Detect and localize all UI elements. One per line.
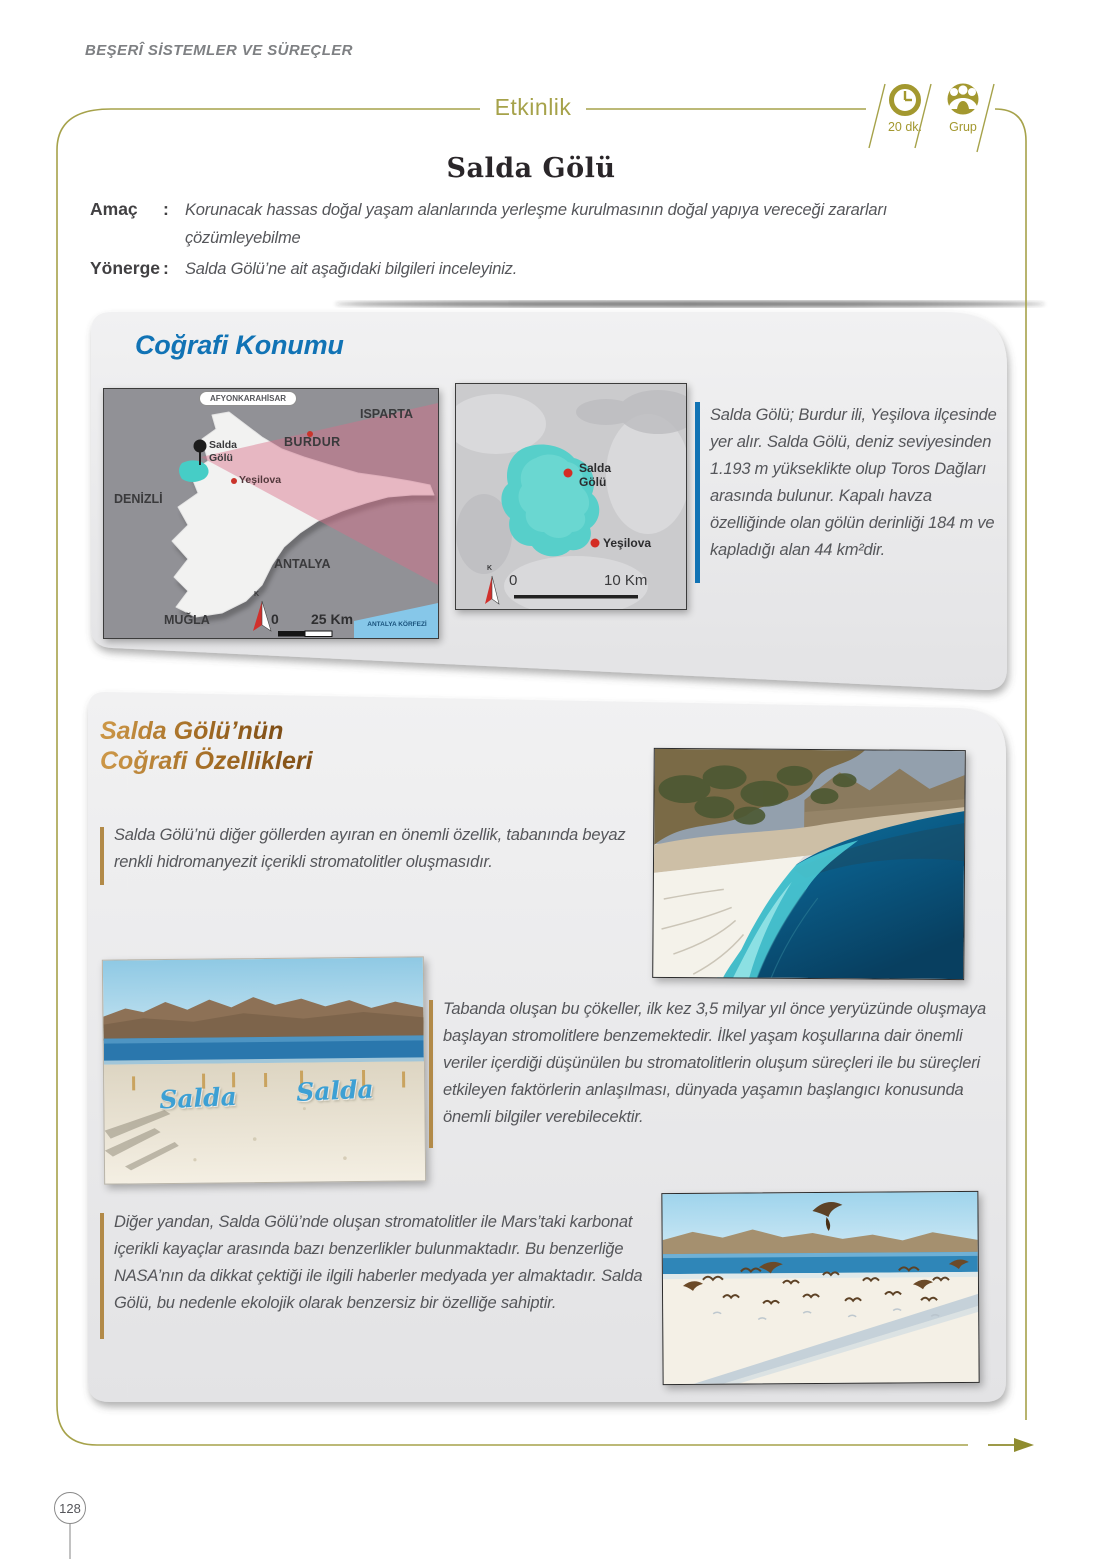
photo-lake-cove-art: [653, 749, 965, 979]
lake-map-scale-value: 10 Km: [604, 572, 648, 589]
stromatolite-quote-bar: [429, 1000, 433, 1148]
lake-map-salda-1: Salda: [579, 461, 612, 475]
map-label-isparta: ISPARTA: [360, 407, 414, 421]
duration-label: 20 dk.: [887, 120, 923, 134]
group-mode-label: Grup: [949, 120, 977, 134]
location-quote-bar: [695, 402, 700, 583]
map-label-antalya-gulf: ANTALYA KÖRFEZİ: [367, 621, 427, 628]
features-intro-text: Salda Gölü’nü diğer göllerden ayıran en önemli özellik, tabanında beyaz renkli hidromanyezit içerikli stromatolitler oluşmasıdır.: [114, 826, 626, 871]
activity-badge-label: Etkinlik: [494, 94, 572, 120]
map-label-salda-1: Salda: [209, 439, 238, 451]
location-heading: Coğrafi Konumu: [135, 330, 344, 360]
yonerge-colon: :: [163, 258, 169, 278]
region-map: [103, 388, 439, 639]
region-map-art: [104, 389, 438, 638]
map-label-mugla: MUĞLA: [164, 613, 210, 627]
salda-sign-right: Salda: [295, 1074, 375, 1107]
salda-sign-left: Salda: [158, 1081, 238, 1115]
amac-colon: :: [163, 199, 169, 219]
group-icon: [940, 80, 986, 120]
yonerge-label: Yönerge: [90, 258, 161, 278]
amac-label: Amaç: [90, 199, 138, 219]
mars-text: Diğer yandan, Salda Gölü’nde oluşan stromatolitler ile Mars’taki karbonat içerikli kayaçlar arasında bazı benzerlikler bulunmaktadır. Bu benzerliğe NASA’nın da dikkat çektiği ile ilgili haberler medyada yer almaktadır. Salda Gölü, bu nedenle ekolojik olarak benzersiz bir özelliğe sahiptir.: [114, 1213, 643, 1312]
map-scale-zero: 0: [271, 611, 279, 627]
mars-quote-bar: [100, 1213, 104, 1339]
lake-map-art: [456, 384, 686, 609]
photo-lake-cove: [652, 748, 966, 980]
lake-map: [455, 383, 687, 610]
stromatolite-text: Tabanda oluşan bu çökeller, ilk kez 3,5 milyar yıl önce yeryüzünde oluşmaya başlayan stromolitlere benzemektedir. İlkel yaşam koşullarına dair önemli veriler içerdiği düşünülen bu stromatolitlerin oluşum süreçleri ile bu süreçleri etkileyen faktörlerin anlaşılması, dünyada yaşamın başlangıcı konusunda önemli bilgiler verebilecektir.: [443, 1000, 986, 1126]
map-label-denizli: DENİZLİ: [114, 492, 163, 506]
features-heading-line2: Coğrafi Özellikleri: [100, 747, 313, 775]
map-label-afyonkarahisar: AFYONKARAHİSAR: [199, 391, 297, 406]
map-compass-label: K: [254, 591, 260, 598]
map-label-antalya: ANTALYA: [274, 557, 331, 571]
lake-map-scale-zero: 0: [509, 572, 518, 589]
intro-quote-bar: [100, 827, 104, 885]
yonerge-text: Salda Gölü’ne ait aşağıdaki bilgileri inceleyiniz.: [185, 260, 518, 278]
chapter-header: BEŞERÎ SİSTEMLER VE SÜREÇLER: [85, 42, 353, 59]
clock-icon: [885, 81, 925, 121]
lake-map-compass-label: K: [487, 565, 493, 572]
map-label-burdur: BURDUR: [284, 435, 341, 449]
map-label-salda-2: Gölü: [209, 452, 233, 464]
photo-beach-birds: [661, 1191, 979, 1385]
page-number: 128: [54, 1492, 86, 1524]
amac-text: Korunacak hassas doğal yaşam alanlarında yerleşme kurulmasının doğal yapıya vereceği zararları çözümleyebilme: [185, 201, 888, 247]
photo-salda-signs: [102, 956, 426, 1184]
lake-map-salda-2: Gölü: [579, 475, 607, 489]
location-description: Salda Gölü; Burdur ili, Yeşilova ilçesinde yer alır. Salda Gölü, deniz seviyesinden 1.193 m yükseklikte olup Toros Dağları arasında bulunur. Kapalı havza özelliğinde olan gölün derinliği 184 m ve kapladığı alan 44 km²dir.: [710, 406, 997, 559]
map-label-yesilova: Yeşilova: [239, 474, 282, 486]
lake-map-yesilova: Yeşilova: [603, 536, 652, 550]
map-scale-value: 25 Km: [311, 611, 354, 627]
activity-title: Salda Gölü: [446, 153, 616, 184]
features-heading-line1: Salda Gölü’nün: [100, 717, 284, 745]
photo-salda-signs-art: [103, 957, 425, 1183]
photo-beach-birds-art: [662, 1192, 978, 1384]
